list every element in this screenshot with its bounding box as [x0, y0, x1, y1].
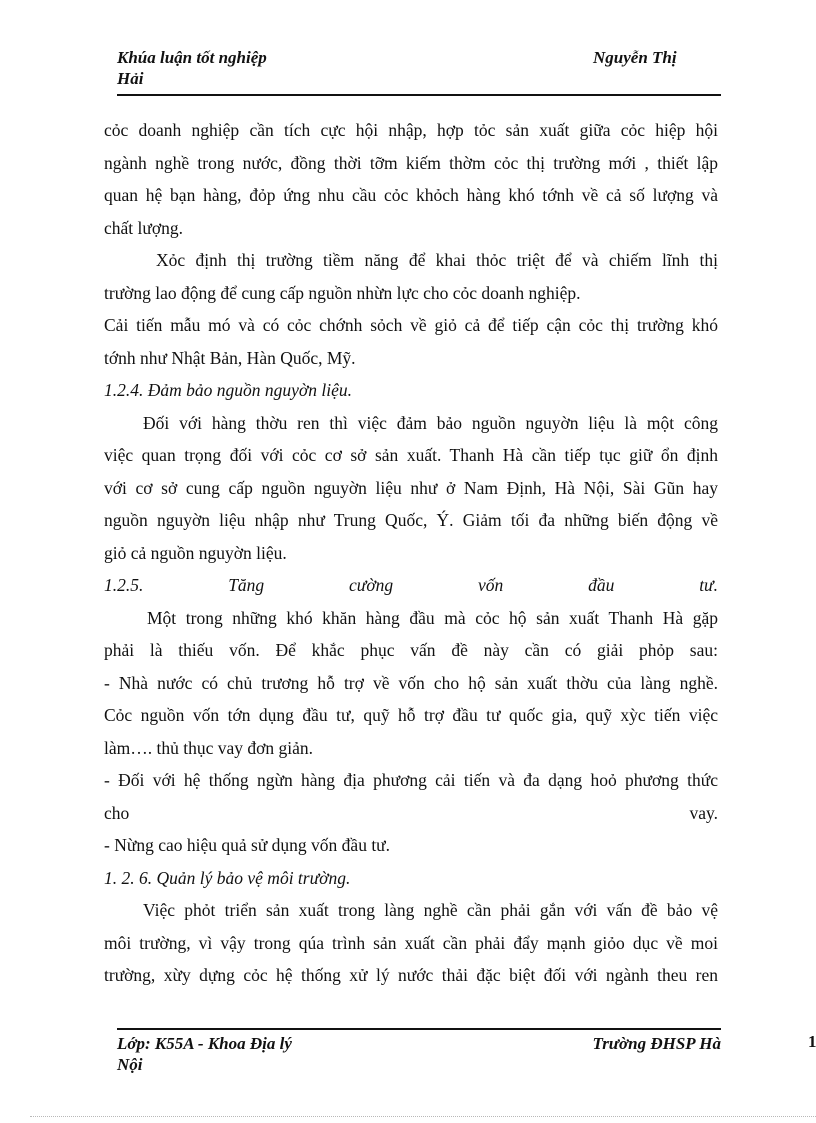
text-line: môi trường, vì vậy trong qúa trình sản xuất cần phải đẩy mạnh giỏo dục về moi [104, 932, 718, 953]
heading-word: Tăng [228, 575, 265, 595]
heading-word: đầu [588, 575, 615, 595]
text-line: trường lao động để cung cấp nguồn nhừn lực cho cỏc doanh nghiệp. [104, 282, 581, 303]
page-body [104, 114, 718, 992]
header-author: Nguyễn Thị [593, 48, 677, 67]
text-line: Xỏc định thị trường tiềm năng để khai thỏc triệt để và chiếm lĩnh thị [156, 250, 718, 270]
footer-class-continued: Nội [117, 1055, 143, 1074]
heading-word: tư. [699, 575, 718, 595]
header-thesis-title-continued: Hải [117, 69, 144, 88]
header-thesis-title: Khúa luận tốt nghiệp [117, 48, 267, 67]
heading-word: cường [349, 575, 394, 595]
text-line: nguồn nguyờn liệu nhập như Trung Quốc, Ý. Giảm tối đa những biến động về [104, 510, 718, 530]
text-line: Một trong những khó khăn hàng đầu mà cỏc hộ sản xuất Thanh Hà gặp [147, 607, 718, 628]
text-line: ngành nghề trong nước, đồng thời tỡm kiếm thờm cỏc thị trường mới , thiết lập [104, 152, 718, 173]
page-footer [117, 1034, 721, 1082]
bullet-line: - Đối với hệ thống ngừn hàng địa phương cải tiến và đa dạng hoỏ phương thức [104, 770, 718, 790]
section-heading-1-2-5 [104, 569, 718, 602]
footer-class: Lớp: K55A - Khoa Địa lý [117, 1034, 292, 1053]
text-line: Đối với hàng thờu ren thì việc đảm bảo nguồn nguyờn liệu là một công [143, 412, 718, 433]
heading-word: vốn [478, 575, 504, 595]
text-line: giỏ cả nguồn nguyờn liệu. [104, 542, 287, 563]
header-rule [117, 94, 721, 96]
section-heading-1-2-6: 1. 2. 6. Quản lý bảo vệ môi trường. [104, 867, 351, 888]
text-line: việc quan trọng đối với cỏc cơ sở sản xuất. Thanh Hà cần tiếp tục giữ ổn định [104, 445, 718, 465]
bullet-line: - Nhà nước có chủ trương hỗ trợ về vốn cho hộ sản xuất thờu của làng nghề. [104, 672, 718, 693]
text-line: quan hệ bạn hàng, đỏp ứng nhu cầu cỏc khỏch hàng khó tớnh về cả số lượng và [104, 185, 718, 205]
text-line: Việc phỏt triển sản xuất trong làng nghề cần phải gắn với vấn đề bảo vệ [143, 900, 718, 920]
page-edge-dotted-line [30, 1116, 816, 1117]
text-word: cho [104, 802, 130, 823]
text-line [104, 797, 718, 830]
section-heading-1-2-4: 1.2.4. Đảm bảo nguồn nguyờn liệu. [104, 380, 352, 400]
text-line: phải là thiếu vốn. Để khắc phục vấn đề này cần có giải phỏp sau: [104, 640, 718, 660]
text-line: trường, xừy dựng cỏc hệ thống xử lý nước thải đặc biệt đối với ngành theu ren [104, 965, 718, 985]
bullet-line: - Nừng cao hiệu quả sử dụng vốn đầu tư. [104, 835, 391, 855]
text-line: chất lượng. [104, 217, 183, 238]
text-line: Cải tiến mẫu mó và có cỏc chớnh sỏch về giỏ cả để tiếp cận cỏc thị trường khó [104, 315, 718, 335]
text-line: cỏc doanh nghiệp cần tích cực hội nhập, hợp tỏc sản xuất giữa cỏc hiệp hội [104, 120, 718, 140]
text-line: làm…. thủ thục vay đơn giản. [104, 737, 314, 758]
text-line: với cơ sở cung cấp nguồn nguyờn liệu như ở Nam Định, Hà Nội, Sài Gũn hay [104, 477, 718, 498]
text-word: vay. [689, 802, 718, 823]
footer-rule [117, 1028, 721, 1030]
footer-university: Trường ĐHSP Hà [592, 1034, 721, 1053]
page-header [117, 48, 721, 96]
heading-word: 1.2.5. [104, 575, 144, 595]
text-line: Cỏc nguồn vốn tớn dụng đầu tư, quỹ hỗ trợ đầu tư quốc gia, quỹ xỳc tiến việc [104, 705, 718, 725]
text-line: tớnh như Nhật Bản, Hàn Quốc, Mỹ. [104, 347, 356, 368]
page-number: 1 [808, 1032, 816, 1051]
